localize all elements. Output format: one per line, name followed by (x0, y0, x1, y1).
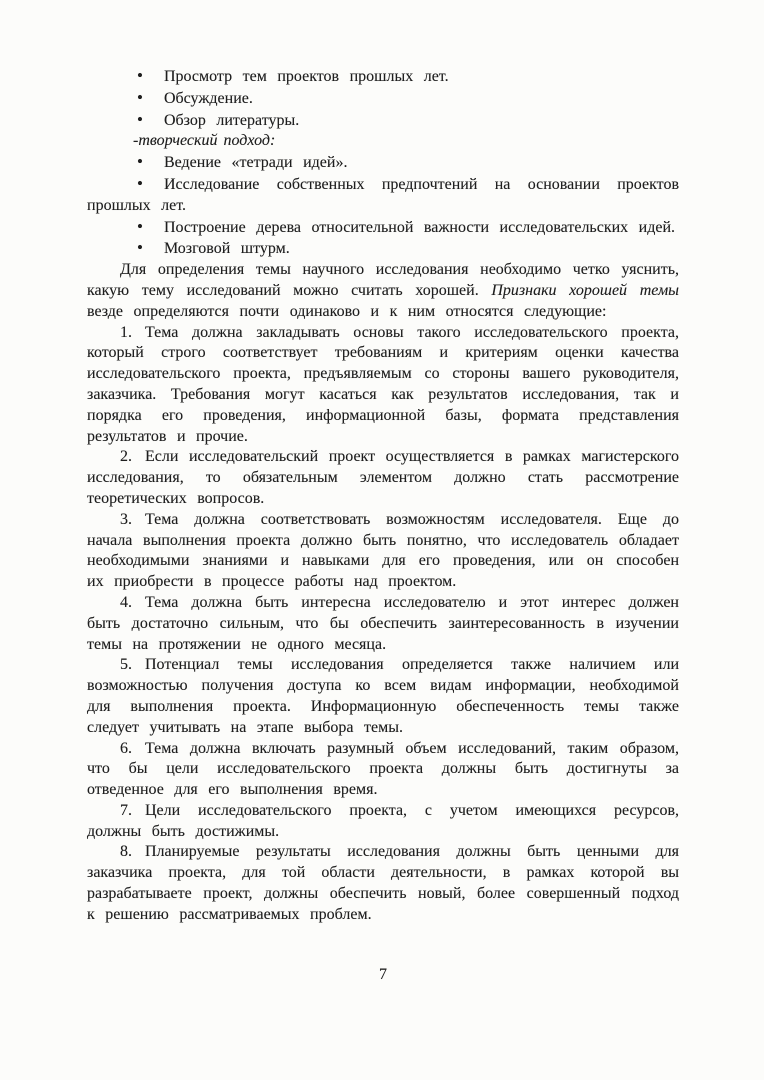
bullet-icon: • (137, 109, 143, 129)
item-number: 8. (120, 843, 132, 861)
bullet-text: Ведение «тетради идей». (163, 154, 348, 172)
bullet-text: Мозговой штурм. (163, 240, 290, 258)
numbered-item-5 (87, 655, 679, 738)
numbered-item-1 (87, 323, 679, 448)
bullet-icon: • (137, 216, 143, 236)
item-text: Тема должна включать разумный объем исследований, таким образом, что бы цели исследовательского проекта должны быть достигнуты за отведенное для его выполнения время. (87, 739, 679, 799)
bullet-icon: • (137, 152, 143, 172)
item-number: 6. (120, 739, 132, 757)
bullet-item (87, 238, 679, 260)
bullet-icon: • (137, 87, 143, 107)
item-number: 1. (120, 323, 132, 341)
item-text: Тема должна соответствовать возможностям исследователя. Еще до начала выполнения проекта должно быть понятно, что исследователь обладает необходимыми знаниями и навыками для его проведения, или он способен их приобрести в процессе работы над проектом. (87, 510, 679, 591)
numbered-item-6 (87, 739, 679, 801)
bullet-text: Обзор литературы. (163, 111, 300, 129)
bullet-item (87, 66, 679, 88)
item-text: Если исследовательский проект осуществляется в рамках магистерского исследования, то обязательным элементом должно стать рассмотрение теоретических вопросов. (87, 448, 679, 507)
item-number: 4. (120, 593, 132, 611)
bullet-item (87, 110, 679, 132)
item-number: 3. (120, 510, 132, 528)
bullet-item (87, 152, 679, 174)
bullet-text: Обсуждение. (163, 89, 253, 107)
bullet-item (87, 174, 679, 217)
item-text: Тема должна быть интересна исследователю и этот интерес должен быть достаточно сильным, что бы обеспечить заинтересованность в изучении темы на протяжении не одного месяца. (87, 593, 679, 653)
item-text: Цели исследовательского проекта, с учетом имеющихся ресурсов, должны быть достижимы. (87, 801, 679, 840)
bullet-text: Исследование собственных предпочтений на основании проектов прошлых лет. (87, 175, 679, 214)
numbered-item-7 (87, 801, 679, 843)
creative-approach-heading: -творческий подход: (133, 132, 276, 150)
intro-paragraph (87, 260, 679, 322)
intro-text-end: везде определяются почти одинаково и к ним относятся следующие: (87, 302, 607, 320)
item-number: 5. (120, 656, 132, 674)
bullet-icon: • (137, 66, 143, 85)
item-text: Планируемые результаты исследования должны быть ценными для заказчика проекта, для той области деятельности, в рамках которой вы разрабатываете проект, должны обеспечить новый, более совершенный подход к решению рассматриваемых проблем. (87, 843, 679, 923)
item-number: 7. (120, 801, 132, 819)
item-number: 2. (120, 448, 132, 466)
page-number: 7 (379, 965, 387, 983)
bullet-icon: • (137, 238, 143, 258)
bullet-item (87, 217, 679, 239)
numbered-item-3 (87, 510, 679, 593)
numbered-item-8 (87, 842, 679, 925)
item-text: Потенциал темы исследования определяется также наличием или возможностью получения доступа ко всем видам информации, необходимой для выполнения проекта. Информационную обеспеченность темы также следует учитывать на этапе выбора темы. (87, 656, 679, 736)
bullet-text: Построение дерева относительной важности исследовательских идей. (163, 218, 676, 236)
bullet-text: Просмотр тем проектов прошлых лет. (163, 68, 449, 85)
item-text: Тема должна закладывать основы такого исследовательского проекта, который строго соответствует требованиям и критериям оценки качества исследовательского проекта, предъявляемым со стороны вашего руководителя, заказчика. Требования могут касаться как результатов исследования, так и порядка его проведения, информационной базы, формата представления результатов и прочие. (87, 323, 679, 445)
bullet-item (87, 88, 679, 110)
page-footer (87, 965, 679, 986)
intro-text-start: Для определения темы научного исследования необходимо четко уяснить, какую тему исследований можно считать хорошей. (87, 261, 679, 299)
numbered-item-2 (87, 447, 679, 509)
numbered-item-4 (87, 593, 679, 655)
intro-italic-phrase: Признаки хорошей темы (491, 281, 679, 299)
bullet-icon: • (137, 173, 143, 193)
